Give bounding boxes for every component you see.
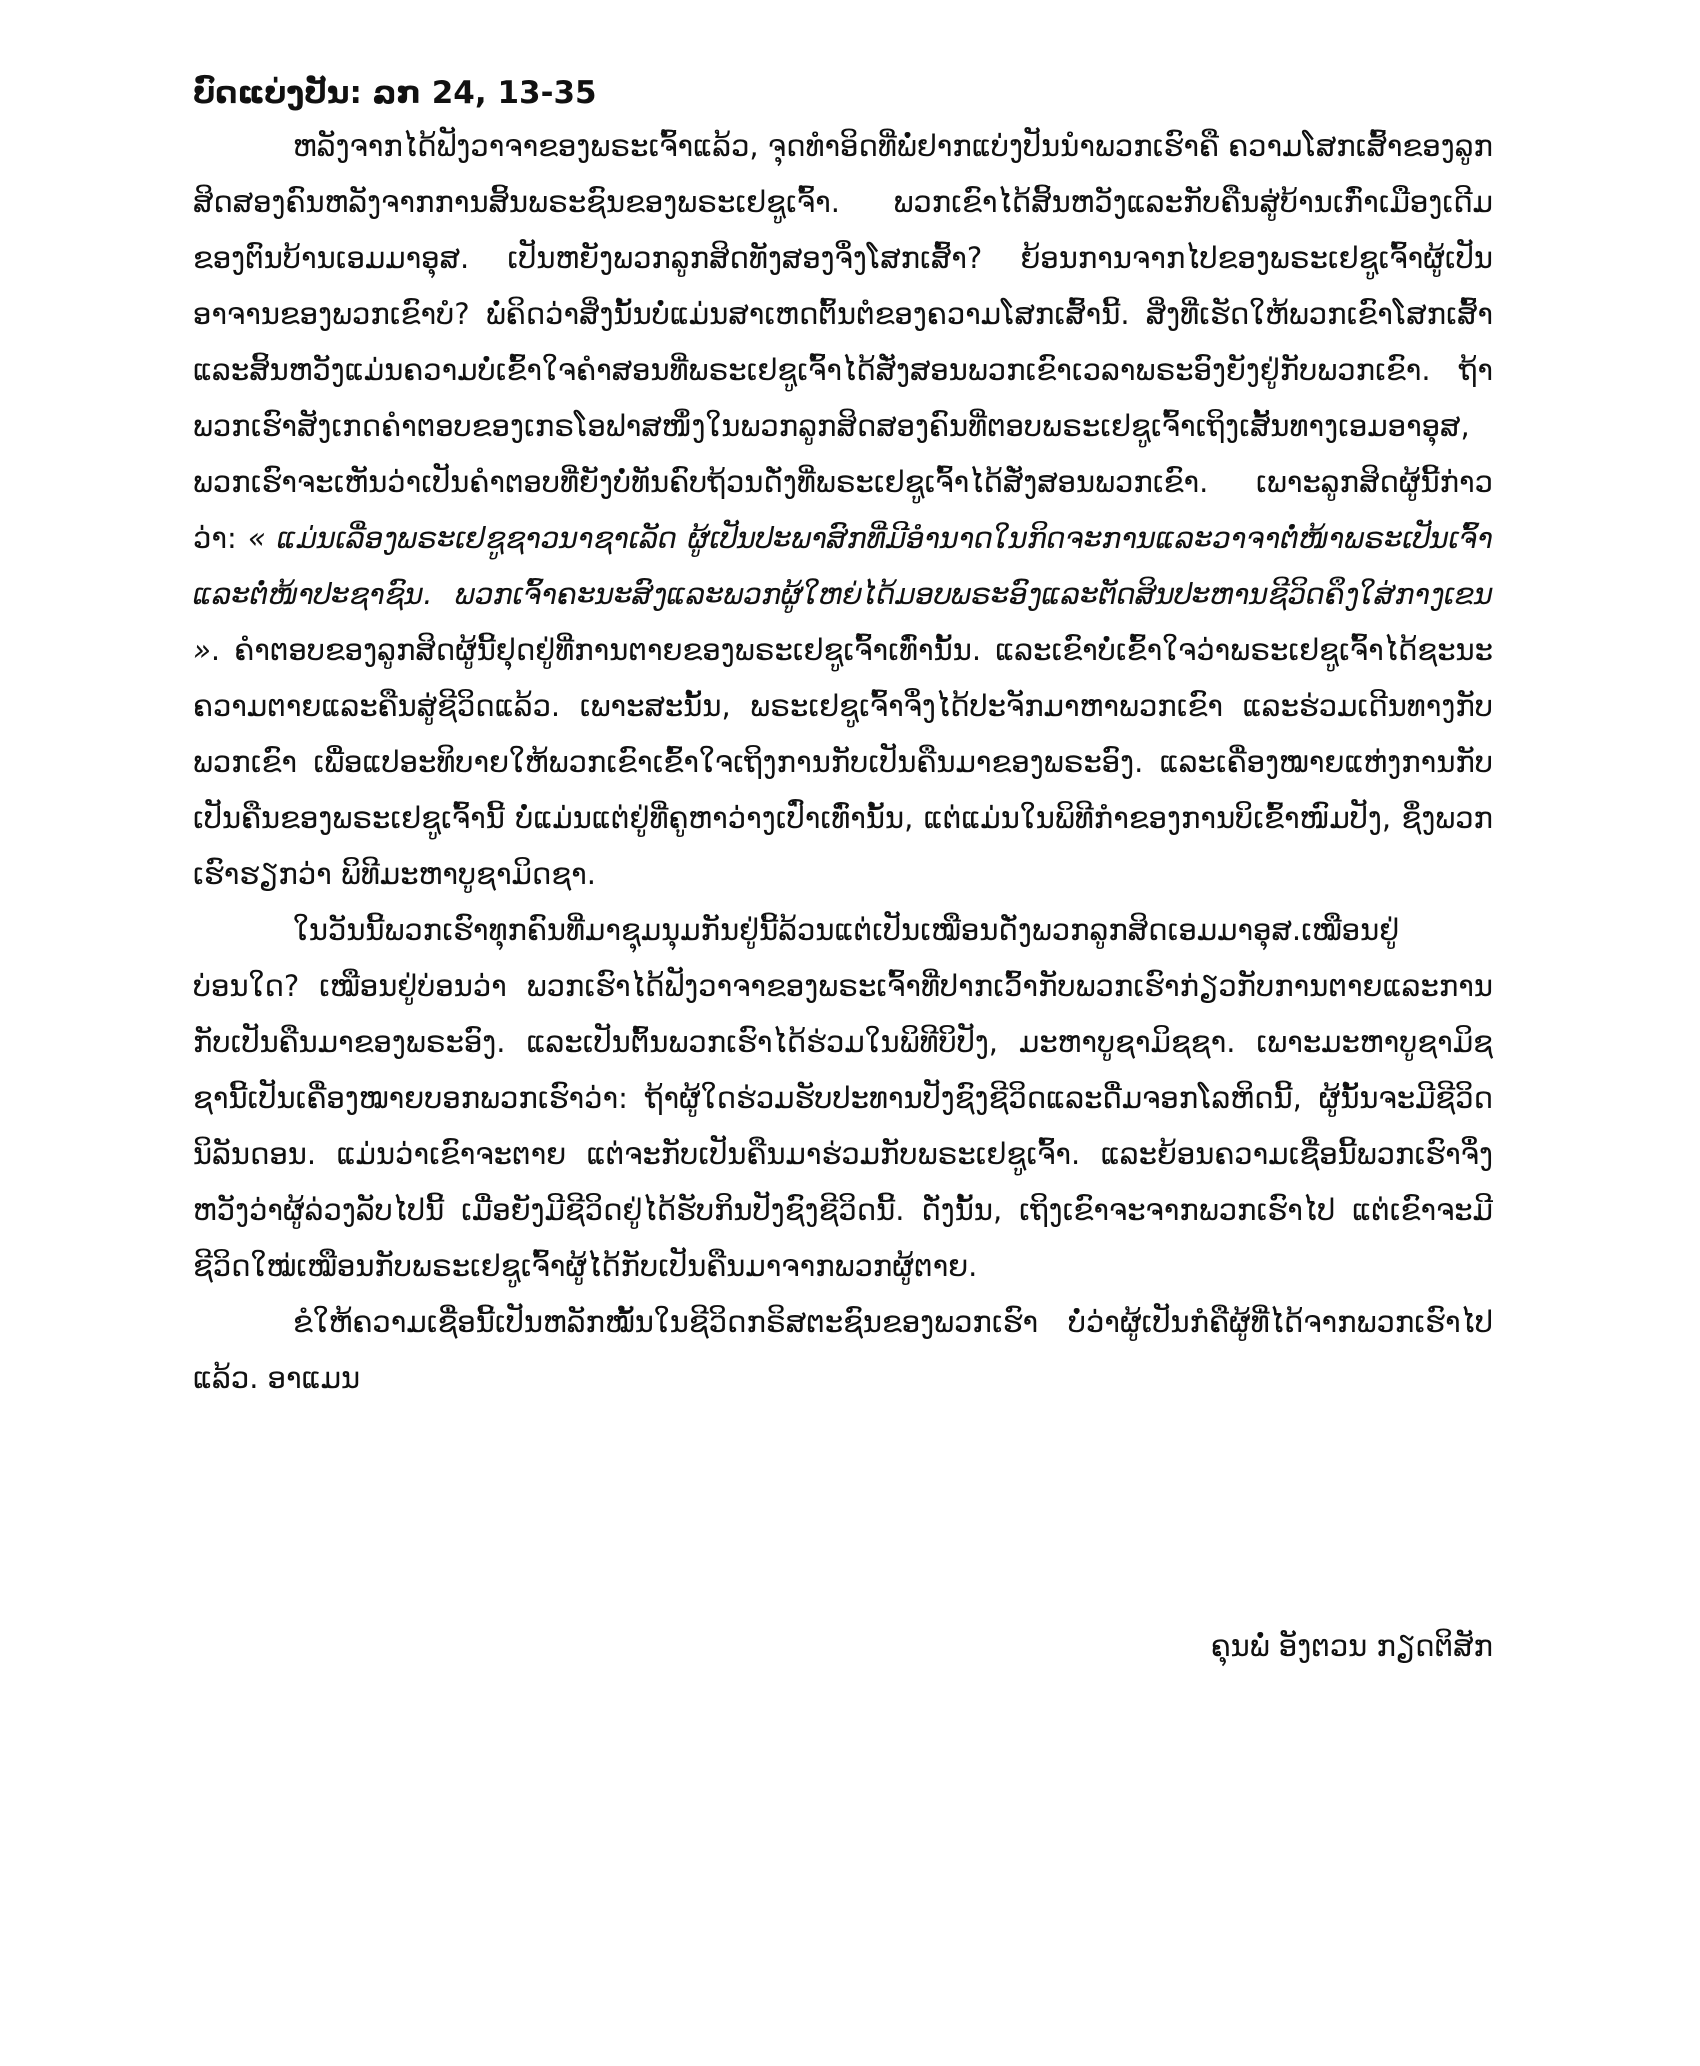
homily-page	[193, 72, 1493, 1406]
paragraph-1-rest: . ຄໍາຕອບຂອງລູກສິດຜູ້ນີ້ຢຸດຢູ່ທີ່ການຕາຍຂອງພຣະເຢຊູເຈົ້າເທົ່ານັ້ນ. ແລະເຂົາບໍ່ເຂົ້າໃຈວ່າພຣະເຢຊູເຈົ້າໄດ້ຊະນະຄວາມຕາຍແລະຄືນສູ່ຊີວິດແລ້ວ. ເພາະສະນັ້ນ, ພຣະເຢຊູເຈົ້າຈຶ່ງໄດ້ປະຈັກມາຫາພວກເຂົາ ແລະຮ່ວມເດີນທາງກັບພວກເຂົາ ເພື່ອແປອະທິບາຍໃຫ້ພວກເຂົາເຂົ້າໃຈເຖິງການກັບເປັນຄືນມາຂອງພຣະອົງ. ແລະເຄື່ອງໝາຍແຫ່ງການກັບເປັນຄືນຂອງພຣະເຢຊູເຈົ້ານີ້ ບໍ່ແມ່ນແຕ່ຢູ່ທີ່ຄູຫາວ່າງເປົ່າເທົ່ານັ້ນ, ແຕ່ແມ່ນໃນພິທີກໍາຂອງການບິເຂົ້າໜົມປັງ, ຊຶ່ງພວກເຮົາຮຽກວ່າ ພິທີມະຫາບູຊາມິດຊາ.	[193, 633, 1493, 891]
paragraph-2: ໃນວັນນີ້ພວກເຮົາທຸກຄົນທີ່ມາຊຸມນຸມກັນຢູ່ນີ້ລ້ວນແຕ່ເປັນເໝືອນດັ່ງພວກລູກສິດເອມມາອຸສ.ເໝືອນຢູ່ບ່ອນໃດ? ເໝືອນຢູ່ບ່ອນວ່າ ພວກເຮົາໄດ້ຟັງວາຈາຂອງພຣະເຈົ້າທີ່ປາກເວົ້າກັບພວກເຮົາກ່ຽວກັບການຕາຍແລະການກັບເປັນຄືນມາຂອງພຣະອົງ. ແລະເປັນຕົ້ນພວກເຮົາໄດ້ຮ່ວມໃນພິທີບິປັງ, ມະຫາບູຊາມິຊຊາ. ເພາະມະຫາບູຊາມິຊຊານີ້ເປັນເຄື່ອງໝາຍບອກພວກເຮົາວ່າ: ຖ້າຜູ້ໃດຮ່ວມຮັບປະທານປັງຊົງຊີວິດແລະດື່ມຈອກໂລຫິດນີ້, ຜູ້ນັ້ນຈະມີຊີວິດນິລັນດອນ. ແມ່ນວ່າເຂົາຈະຕາຍ ແຕ່ຈະກັບເປັນຄືນມາຮ່ວມກັບພຣະເຢຊູເຈົ້າ. ແລະຍ້ອນຄວາມເຊື່ອນີ້ພວກເຮົາຈຶ່ງຫວັງວ່າຜູ້ລ່ວງລັບໄປນີ້ ເມື່ອຍັງມີຊີວິດຢູ່ໄດ້ຮັບກິນປັງຊົງຊີວິດນີ້. ດັ່ງນັ້ນ, ເຖິງເຂົາຈະຈາກພວກເຮົາໄປ ແຕ່ເຂົາຈະມີຊີວິດໃໝ່ເໝືອນກັບພຣະເຢຊູເຈົ້າຜູ້ໄດ້ກັບເປັນຄືນມາຈາກພວກຜູ້ຕາຍ.	[193, 913, 1493, 1283]
author-signature: ຄຸນພໍ່ ອັງຕວນ ກຽດຕິສັກ	[1210, 1629, 1493, 1663]
paragraph-1-intro: ຫລັງຈາກໄດ້ຟັງວາຈາຂອງພຣະເຈົ້າແລ້ວ, ຈຸດທໍາອິດທີ່ພໍ່ຢາກແບ່ງປັນນໍາພວກເຮົາຄື ຄວາມໂສກເສົ້າຂອງລູກສິດສອງຄົນຫລັງຈາກການສິ້ນພຣະຊົນຂອງພຣະເຢຊູເຈົ້າ. ພວກເຂົາໄດ້ສິ້ນຫວັງແລະກັບຄືນສູ່ບ້ານເກົ່າເມືອງເດີມຂອງຕົນບ້ານເອມມາອຸສ. ເປັນຫຍັງພວກລູກສິດທັງສອງຈຶ່ງໂສກເສົ້າ? ຍ້ອນການຈາກໄປຂອງພຣະເຢຊູເຈົ້າຜູ້ເປັນອາຈານຂອງພວກເຂົາບໍ? ພໍ່ຄິດວ່າສິ່ງນັ້ນບໍ່ແມ່ນສາເຫດຕົ້ນຕໍຂອງຄວາມໂສກເສົ້ານີ້. ສິ່ງທີ່ເຮັດໃຫ້ພວກເຂົາໂສກເສົ້າແລະສິ້ນຫວັງແມ່ນຄວາມບໍ່ເຂົ້າໃຈຄໍາສອນທີ່ພຣະເຢຊູເຈົ້າໄດ້ສັ່ງສອນພວກເຂົາເວລາພຣະອົງຍັງຢູ່ກັບພວກເຂົາ. ຖ້າພວກເຮົາສັງເກດຄໍາຕອບຂອງເກຣໂອຟາສໜຶ່ງໃນພວກລູກສິດສອງຄົນທີ່ຕອບພຣະເຢຊູເຈົ້າເຖິງເສັ້ນທາງເອມອາອຸສ, ພວກເຮົາຈະເຫັນວ່າເປັນຄໍາຕອບທີ່ຍັງບໍ່ທັນຄົບຖ້ວນດັ່ງທີ່ພຣະເຢຊູເຈົ້າໄດ້ສັ່ງສອນພວກເຂົາ. ເພາະລູກສິດຜູ້ນີ້ກ່າວວ່າ:	[193, 129, 1493, 555]
homily-heading: ບົດແບ່ງປັນ: ລກ 24, 13-35	[193, 75, 597, 111]
scripture-quote: « ແມ່ນເລື່ອງພຣະເຢຊູຊາວນາຊາເລັດ ຜູ້ເປັນປະພາສົກທີ່ມີອໍານາດໃນກິດຈະການແລະວາຈາຕໍ່ໜ້າພຣະເປັນເຈົ້າແລະຕໍ່ໜ້າປະຊາຊົນ. ພວກເຈົ້າຄະນະສົງແລະພວກຜູ້ໃຫຍ່ໄດ້ມອບພຣະອົງແລະຕັດສິນປະຫານຊີວິດຄຶງໃສ່ກາງເຂນ »	[193, 521, 1493, 667]
paragraph-3: ຂໍໃຫ້ຄວາມເຊື່ອນີ້ເປັນຫລັກໝັ້ນໃນຊີວິດກຣິສຕະຊົນຂອງພວກເຮົາ ບໍ່ວ່າຜູ້ເປັນກໍຄືຜູ້ທີ່ໄດ້ຈາກພວກເຮົາໄປແລ້ວ. ອາແມນ	[193, 1305, 1493, 1395]
paragraph-1	[193, 118, 1493, 902]
